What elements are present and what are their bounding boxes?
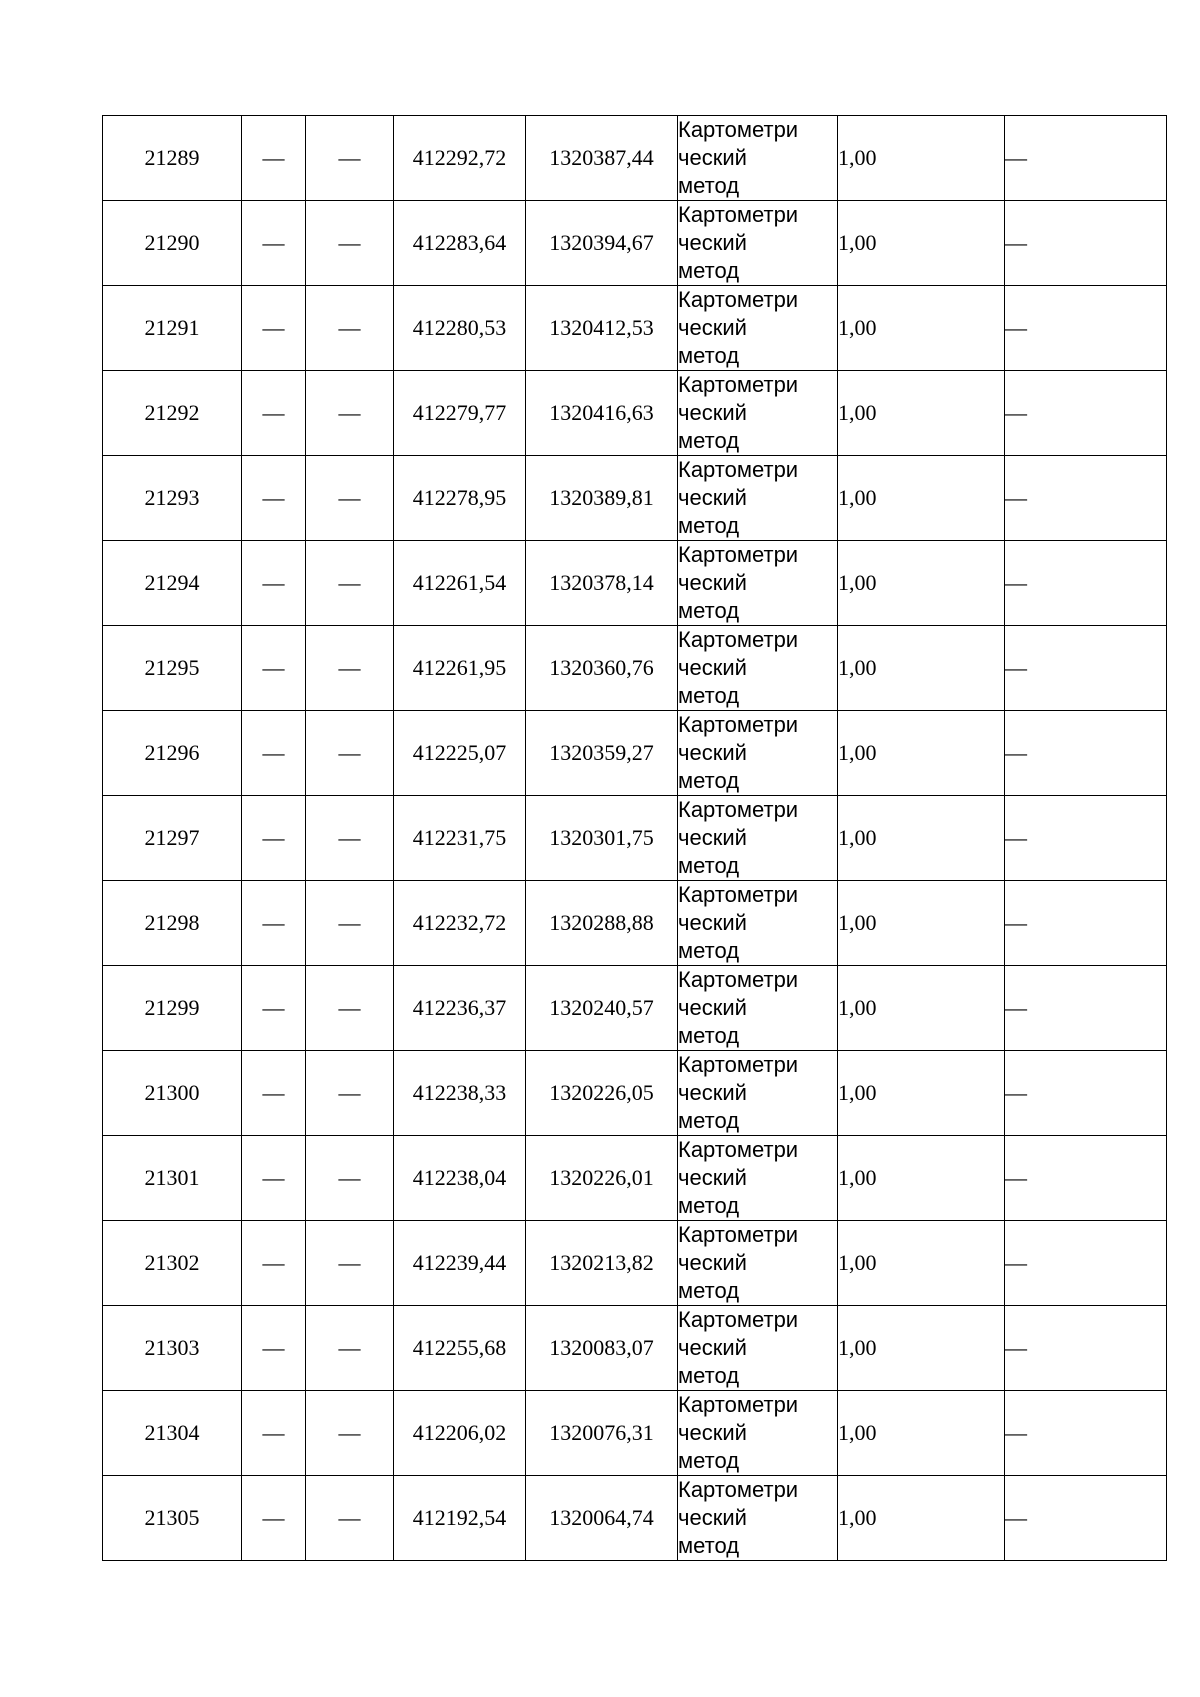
- method-line: Картометри: [678, 542, 799, 567]
- prev-x-cell: —: [242, 541, 306, 626]
- description-cell: —: [1005, 116, 1167, 201]
- prev-y-cell: —: [306, 371, 394, 456]
- method-cell: [678, 371, 838, 456]
- prev-y-cell: —: [306, 626, 394, 711]
- point-number-cell: 21296: [103, 711, 242, 796]
- description-cell: —: [1005, 711, 1167, 796]
- description-cell: —: [1005, 1391, 1167, 1476]
- method-cell: [678, 541, 838, 626]
- point-number-cell: 21300: [103, 1051, 242, 1136]
- table-row: [103, 626, 1167, 711]
- y-coordinate-cell: 1320288,88: [526, 881, 678, 966]
- method-line: Картометри: [678, 1052, 799, 1077]
- accuracy-cell: 1,00: [838, 966, 1005, 1051]
- x-coordinate-cell: 412279,77: [394, 371, 526, 456]
- table-row: [103, 456, 1167, 541]
- prev-x-cell: —: [242, 286, 306, 371]
- method-line: метод: [678, 1023, 740, 1048]
- y-coordinate-cell: 1320083,07: [526, 1306, 678, 1391]
- table-row: [103, 1051, 1167, 1136]
- method-line: метод: [678, 853, 740, 878]
- y-coordinate-cell: 1320360,76: [526, 626, 678, 711]
- description-cell: —: [1005, 966, 1167, 1051]
- method-line: Картометри: [678, 797, 799, 822]
- method-line: метод: [678, 683, 740, 708]
- accuracy-cell: 1,00: [838, 1136, 1005, 1221]
- method-line: ческий: [678, 910, 747, 935]
- x-coordinate-cell: 412278,95: [394, 456, 526, 541]
- point-number-cell: 21303: [103, 1306, 242, 1391]
- prev-x-cell: —: [242, 1051, 306, 1136]
- point-number-cell: 21301: [103, 1136, 242, 1221]
- description-cell: —: [1005, 1476, 1167, 1561]
- x-coordinate-cell: 412261,54: [394, 541, 526, 626]
- table-row: [103, 116, 1167, 201]
- method-line: Картометри: [678, 287, 799, 312]
- y-coordinate-cell: 1320301,75: [526, 796, 678, 881]
- method-line: ческий: [678, 1335, 747, 1360]
- coordinates-table: [102, 115, 1167, 1561]
- prev-x-cell: —: [242, 1136, 306, 1221]
- method-cell: [678, 1391, 838, 1476]
- x-coordinate-cell: 412192,54: [394, 1476, 526, 1561]
- description-cell: —: [1005, 796, 1167, 881]
- prev-y-cell: —: [306, 1476, 394, 1561]
- method-line: метод: [678, 1448, 740, 1473]
- point-number-cell: 21304: [103, 1391, 242, 1476]
- method-line: метод: [678, 768, 740, 793]
- x-coordinate-cell: 412206,02: [394, 1391, 526, 1476]
- point-number-cell: 21295: [103, 626, 242, 711]
- prev-y-cell: —: [306, 286, 394, 371]
- table-row: [103, 711, 1167, 796]
- method-line: ческий: [678, 315, 747, 340]
- prev-x-cell: —: [242, 966, 306, 1051]
- description-cell: —: [1005, 201, 1167, 286]
- prev-x-cell: —: [242, 1391, 306, 1476]
- method-line: Картометри: [678, 1477, 799, 1502]
- y-coordinate-cell: 1320240,57: [526, 966, 678, 1051]
- description-cell: —: [1005, 1136, 1167, 1221]
- x-coordinate-cell: 412225,07: [394, 711, 526, 796]
- x-coordinate-cell: 412261,95: [394, 626, 526, 711]
- description-cell: —: [1005, 1221, 1167, 1306]
- method-line: метод: [678, 1193, 740, 1218]
- prev-y-cell: —: [306, 541, 394, 626]
- method-line: Картометри: [678, 202, 799, 227]
- method-line: Картометри: [678, 457, 799, 482]
- y-coordinate-cell: 1320387,44: [526, 116, 678, 201]
- prev-y-cell: —: [306, 201, 394, 286]
- prev-y-cell: —: [306, 1136, 394, 1221]
- y-coordinate-cell: 1320064,74: [526, 1476, 678, 1561]
- method-line: ческий: [678, 570, 747, 595]
- description-cell: —: [1005, 1051, 1167, 1136]
- method-line: Картометри: [678, 372, 799, 397]
- method-line: Картометри: [678, 712, 799, 737]
- method-line: метод: [678, 428, 740, 453]
- accuracy-cell: 1,00: [838, 626, 1005, 711]
- method-cell: [678, 1476, 838, 1561]
- table-row: [103, 1476, 1167, 1561]
- method-line: метод: [678, 1108, 740, 1133]
- accuracy-cell: 1,00: [838, 541, 1005, 626]
- method-line: ческий: [678, 1420, 747, 1445]
- method-line: метод: [678, 173, 740, 198]
- table-row: [103, 1221, 1167, 1306]
- prev-y-cell: —: [306, 881, 394, 966]
- method-line: ческий: [678, 485, 747, 510]
- method-line: ческий: [678, 230, 747, 255]
- accuracy-cell: 1,00: [838, 1221, 1005, 1306]
- table-row: [103, 286, 1167, 371]
- description-cell: —: [1005, 881, 1167, 966]
- prev-y-cell: —: [306, 796, 394, 881]
- accuracy-cell: 1,00: [838, 201, 1005, 286]
- y-coordinate-cell: 1320226,05: [526, 1051, 678, 1136]
- x-coordinate-cell: 412232,72: [394, 881, 526, 966]
- x-coordinate-cell: 412231,75: [394, 796, 526, 881]
- method-line: метод: [678, 1278, 740, 1303]
- method-line: Картометри: [678, 882, 799, 907]
- accuracy-cell: 1,00: [838, 456, 1005, 541]
- prev-x-cell: —: [242, 626, 306, 711]
- accuracy-cell: 1,00: [838, 711, 1005, 796]
- y-coordinate-cell: 1320359,27: [526, 711, 678, 796]
- method-line: ческий: [678, 1250, 747, 1275]
- description-cell: —: [1005, 286, 1167, 371]
- y-coordinate-cell: 1320076,31: [526, 1391, 678, 1476]
- y-coordinate-cell: 1320389,81: [526, 456, 678, 541]
- accuracy-cell: 1,00: [838, 371, 1005, 456]
- description-cell: —: [1005, 541, 1167, 626]
- prev-y-cell: —: [306, 1051, 394, 1136]
- x-coordinate-cell: 412236,37: [394, 966, 526, 1051]
- prev-x-cell: —: [242, 881, 306, 966]
- prev-y-cell: —: [306, 456, 394, 541]
- y-coordinate-cell: 1320416,63: [526, 371, 678, 456]
- x-coordinate-cell: 412238,33: [394, 1051, 526, 1136]
- method-cell: [678, 626, 838, 711]
- accuracy-cell: 1,00: [838, 1306, 1005, 1391]
- x-coordinate-cell: 412238,04: [394, 1136, 526, 1221]
- method-line: метод: [678, 343, 740, 368]
- table-row: [103, 966, 1167, 1051]
- method-cell: [678, 1221, 838, 1306]
- description-cell: —: [1005, 626, 1167, 711]
- method-line: метод: [678, 598, 740, 623]
- method-cell: [678, 1306, 838, 1391]
- table-row: [103, 201, 1167, 286]
- prev-y-cell: —: [306, 1306, 394, 1391]
- x-coordinate-cell: 412292,72: [394, 116, 526, 201]
- prev-x-cell: —: [242, 371, 306, 456]
- description-cell: —: [1005, 1306, 1167, 1391]
- table-row: [103, 796, 1167, 881]
- prev-x-cell: —: [242, 796, 306, 881]
- table-row: [103, 1136, 1167, 1221]
- y-coordinate-cell: 1320394,67: [526, 201, 678, 286]
- method-cell: [678, 456, 838, 541]
- point-number-cell: 21305: [103, 1476, 242, 1561]
- accuracy-cell: 1,00: [838, 1051, 1005, 1136]
- point-number-cell: 21299: [103, 966, 242, 1051]
- prev-y-cell: —: [306, 1391, 394, 1476]
- method-line: Картометри: [678, 1307, 799, 1332]
- table-row: [103, 881, 1167, 966]
- prev-y-cell: —: [306, 966, 394, 1051]
- method-line: Картометри: [678, 1222, 799, 1247]
- point-number-cell: 21293: [103, 456, 242, 541]
- method-cell: [678, 1051, 838, 1136]
- method-line: ческий: [678, 825, 747, 850]
- prev-y-cell: —: [306, 711, 394, 796]
- method-line: Картометри: [678, 967, 799, 992]
- method-cell: [678, 881, 838, 966]
- table-body: [103, 116, 1167, 1561]
- point-number-cell: 21294: [103, 541, 242, 626]
- method-line: метод: [678, 1363, 740, 1388]
- method-line: ческий: [678, 1165, 747, 1190]
- y-coordinate-cell: 1320213,82: [526, 1221, 678, 1306]
- point-number-cell: 21292: [103, 371, 242, 456]
- method-cell: [678, 966, 838, 1051]
- method-line: ческий: [678, 655, 747, 680]
- method-cell: [678, 711, 838, 796]
- prev-x-cell: —: [242, 201, 306, 286]
- method-line: Картометри: [678, 627, 799, 652]
- y-coordinate-cell: 1320378,14: [526, 541, 678, 626]
- method-cell: [678, 286, 838, 371]
- y-coordinate-cell: 1320412,53: [526, 286, 678, 371]
- method-cell: [678, 116, 838, 201]
- point-number-cell: 21290: [103, 201, 242, 286]
- method-line: ческий: [678, 995, 747, 1020]
- y-coordinate-cell: 1320226,01: [526, 1136, 678, 1221]
- method-line: Картометри: [678, 1392, 799, 1417]
- method-line: Картометри: [678, 117, 799, 142]
- prev-x-cell: —: [242, 1221, 306, 1306]
- accuracy-cell: 1,00: [838, 116, 1005, 201]
- prev-y-cell: —: [306, 116, 394, 201]
- method-line: ческий: [678, 145, 747, 170]
- prev-x-cell: —: [242, 1306, 306, 1391]
- x-coordinate-cell: 412255,68: [394, 1306, 526, 1391]
- method-line: метод: [678, 513, 740, 538]
- point-number-cell: 21302: [103, 1221, 242, 1306]
- accuracy-cell: 1,00: [838, 881, 1005, 966]
- method-line: метод: [678, 1533, 740, 1558]
- table-row: [103, 1391, 1167, 1476]
- point-number-cell: 21298: [103, 881, 242, 966]
- accuracy-cell: 1,00: [838, 1391, 1005, 1476]
- method-line: ческий: [678, 740, 747, 765]
- prev-x-cell: —: [242, 456, 306, 541]
- description-cell: —: [1005, 371, 1167, 456]
- table-row: [103, 541, 1167, 626]
- prev-x-cell: —: [242, 116, 306, 201]
- method-line: ческий: [678, 1080, 747, 1105]
- method-cell: [678, 201, 838, 286]
- method-line: Картометри: [678, 1137, 799, 1162]
- table-row: [103, 371, 1167, 456]
- x-coordinate-cell: 412239,44: [394, 1221, 526, 1306]
- point-number-cell: 21291: [103, 286, 242, 371]
- x-coordinate-cell: 412280,53: [394, 286, 526, 371]
- accuracy-cell: 1,00: [838, 796, 1005, 881]
- prev-y-cell: —: [306, 1221, 394, 1306]
- accuracy-cell: 1,00: [838, 1476, 1005, 1561]
- method-line: метод: [678, 258, 740, 283]
- description-cell: —: [1005, 456, 1167, 541]
- method-line: ческий: [678, 400, 747, 425]
- point-number-cell: 21289: [103, 116, 242, 201]
- accuracy-cell: 1,00: [838, 286, 1005, 371]
- x-coordinate-cell: 412283,64: [394, 201, 526, 286]
- table-row: [103, 1306, 1167, 1391]
- method-cell: [678, 1136, 838, 1221]
- method-cell: [678, 796, 838, 881]
- point-number-cell: 21297: [103, 796, 242, 881]
- method-line: метод: [678, 938, 740, 963]
- prev-x-cell: —: [242, 1476, 306, 1561]
- prev-x-cell: —: [242, 711, 306, 796]
- method-line: ческий: [678, 1505, 747, 1530]
